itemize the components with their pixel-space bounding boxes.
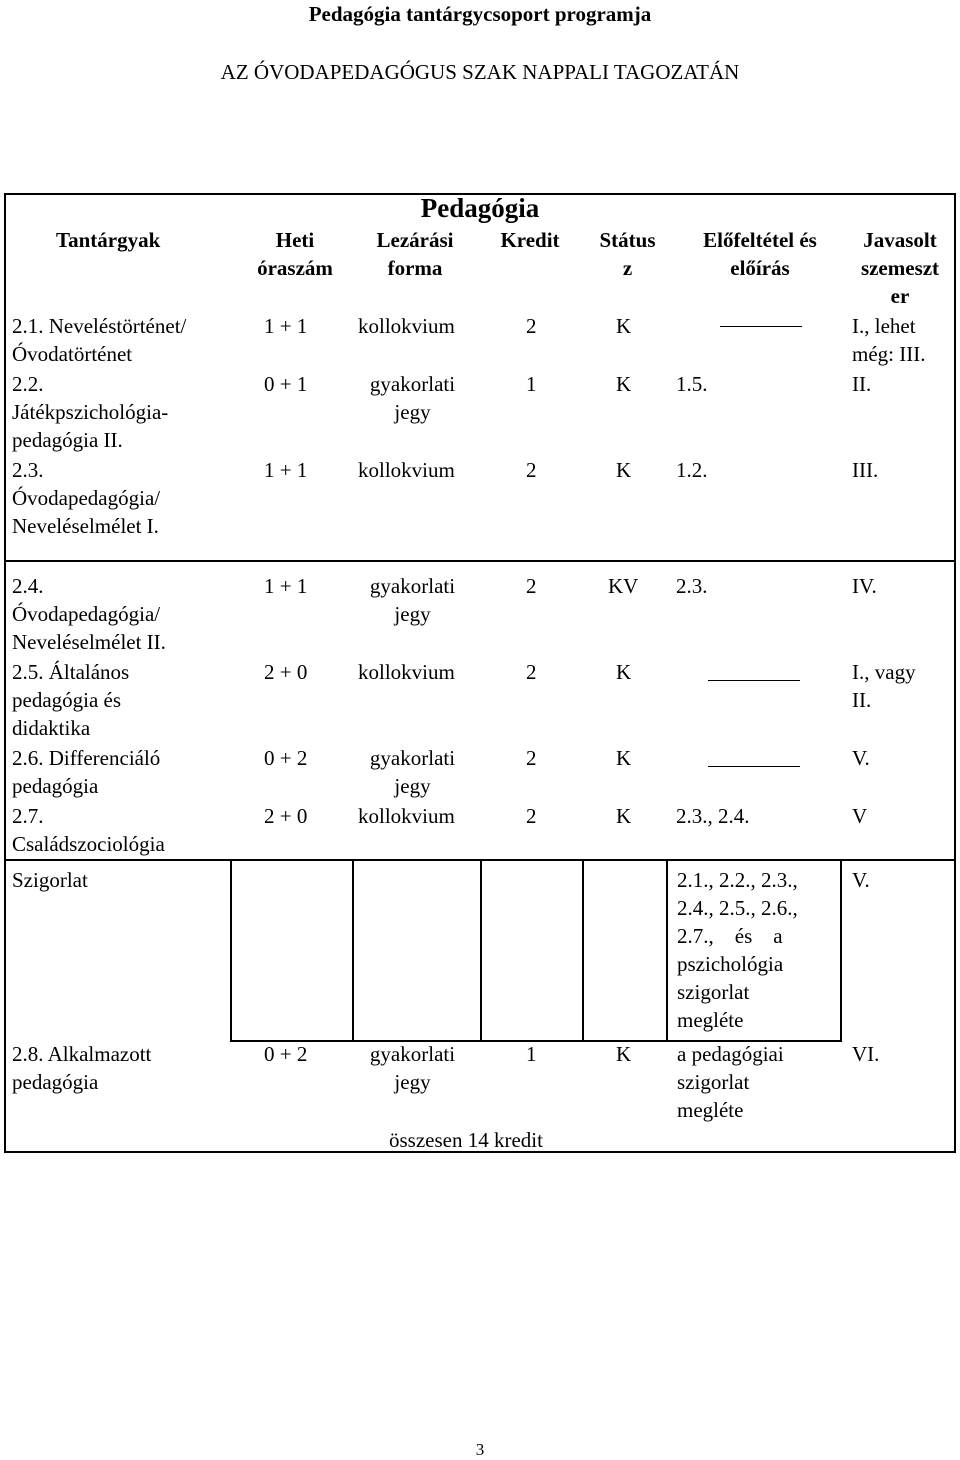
header-hours-1: Heti	[275, 228, 315, 252]
header-semester-3: er	[890, 284, 910, 308]
row-7-subject-2: Családszociológia	[12, 832, 165, 856]
row-8-prereq-2: szigorlat	[677, 1070, 750, 1094]
szigorlat-cell-border-2	[352, 859, 354, 1041]
row-3-prereq: 1.2.	[676, 458, 708, 482]
row-4-prereq: 2.3.	[676, 574, 708, 598]
header-closing-1: Lezárási	[376, 228, 454, 252]
header-hours-2: óraszám	[257, 256, 333, 280]
row-3-hours: 1 + 1	[264, 458, 308, 482]
row-8-closing-1: gyakorlati	[369, 1042, 456, 1066]
row-8-subject-1: 2.8. Alkalmazott	[12, 1042, 152, 1066]
row-3-subject-2: Óvodapedagógia/	[12, 486, 161, 510]
row-szigorlat-prereq-3: 2.7., és a	[677, 924, 783, 948]
row-1-hours: 1 + 1	[264, 314, 308, 338]
row-4-credit: 2	[526, 574, 537, 598]
row-2-semester: II.	[852, 372, 872, 396]
document-subtitle: AZ ÓVODAPEDAGÓGUS SZAK NAPPALI TAGOZATÁN	[220, 60, 740, 84]
total-credits: összesen 14 kredit	[389, 1128, 543, 1152]
header-status-1: Státus	[599, 228, 656, 252]
row-8-closing-2: jegy	[394, 1070, 431, 1094]
header-status-2: z	[622, 256, 633, 280]
row-7-hours: 2 + 0	[264, 804, 308, 828]
row-4-semester: IV.	[852, 574, 877, 598]
row-6-status: K	[616, 746, 632, 770]
row-3-closing: kollokvium	[358, 458, 455, 482]
row-1-credit: 2	[526, 314, 537, 338]
szigorlat-cell-border-1	[230, 859, 232, 1041]
row-5-semester-1: I., vagy	[852, 660, 916, 684]
row-5-status: K	[616, 660, 632, 684]
row-6-subject-2: pedagógia	[12, 774, 99, 798]
row-5-subject-1: 2.5. Általános	[12, 660, 130, 684]
row-6-hours: 0 + 2	[264, 746, 308, 770]
table-divider-1	[4, 560, 956, 562]
row-4-closing-2: jegy	[394, 602, 431, 626]
row-1-closing: kollokvium	[358, 314, 455, 338]
szigorlat-cell-border-5	[666, 859, 668, 1041]
row-6-credit: 2	[526, 746, 537, 770]
header-credit: Kredit	[500, 228, 560, 252]
row-1-semester-1: I., lehet	[852, 314, 916, 338]
row-8-prereq-1: a pedagógiai	[677, 1042, 784, 1066]
row-3-subject-3: Neveléselmélet I.	[12, 514, 159, 538]
row-2-subject-2: Játékpszichológia-	[12, 400, 169, 424]
row-8-semester: VI.	[852, 1042, 880, 1066]
row-2-credit: 1	[526, 372, 537, 396]
row-8-credit: 1	[526, 1042, 537, 1066]
row-1-subject-1: 2.1. Neveléstörténet/	[12, 314, 187, 338]
row-2-subject-1: 2.2.	[12, 372, 44, 396]
row-1-prereq-none	[720, 326, 802, 327]
row-5-credit: 2	[526, 660, 537, 684]
row-5-subject-3: didaktika	[12, 716, 91, 740]
header-semester-1: Javasolt	[863, 228, 937, 252]
row-6-subject-1: 2.6. Differenciáló	[12, 746, 161, 770]
row-4-hours: 1 + 1	[264, 574, 308, 598]
row-szigorlat-prereq-6: megléte	[677, 1008, 744, 1032]
group-title: Pedagógia	[420, 193, 540, 223]
row-2-subject-3: pedagógia II.	[12, 428, 123, 452]
szigorlat-cell-border-6	[840, 859, 842, 1041]
row-2-closing-1: gyakorlati	[369, 372, 456, 396]
row-4-subject-3: Neveléselmélet II.	[12, 630, 166, 654]
header-closing-2: forma	[387, 256, 443, 280]
row-7-closing: kollokvium	[358, 804, 455, 828]
szigorlat-cell-border-4	[582, 859, 584, 1041]
row-szigorlat-semester: V.	[852, 868, 870, 892]
row-3-semester: III.	[852, 458, 879, 482]
row-6-closing-1: gyakorlati	[369, 746, 456, 770]
szigorlat-cell-border-3	[480, 859, 482, 1041]
row-2-hours: 0 + 1	[264, 372, 308, 396]
row-2-closing-2: jegy	[394, 400, 431, 424]
header-subject: Tantárgyak	[56, 228, 161, 252]
row-1-semester-2: még: III.	[852, 342, 926, 366]
row-szigorlat-prereq-2: 2.4., 2.5., 2.6.,	[677, 896, 798, 920]
row-1-status: K	[616, 314, 632, 338]
header-prereq-1: Előfeltétel és	[703, 228, 817, 252]
document-title: Pedagógia tantárgycsoport programja	[308, 2, 652, 26]
row-5-closing: kollokvium	[358, 660, 455, 684]
row-1-subject-2: Óvodatörténet	[12, 342, 133, 366]
row-3-credit: 2	[526, 458, 537, 482]
row-szigorlat-prereq-5: szigorlat	[677, 980, 750, 1004]
row-8-hours: 0 + 2	[264, 1042, 308, 1066]
row-4-closing-1: gyakorlati	[369, 574, 456, 598]
row-8-prereq-3: megléte	[677, 1098, 744, 1122]
row-4-subject-2: Óvodapedagógia/	[12, 602, 161, 626]
row-7-semester: V	[852, 804, 868, 828]
row-2-status: K	[616, 372, 632, 396]
row-7-credit: 2	[526, 804, 537, 828]
row-5-subject-2: pedagógia és	[12, 688, 122, 712]
row-szigorlat-prereq-1: 2.1., 2.2., 2.3.,	[677, 868, 798, 892]
row-6-closing-2: jegy	[394, 774, 431, 798]
row-3-subject-1: 2.3.	[12, 458, 44, 482]
row-5-prereq-none	[708, 680, 800, 681]
header-semester-2: szemeszt	[860, 256, 940, 280]
row-7-subject-1: 2.7.	[12, 804, 44, 828]
row-2-prereq: 1.5.	[676, 372, 708, 396]
row-4-status: KV	[608, 574, 639, 598]
page-number: 3	[475, 1440, 485, 1459]
row-8-status: K	[616, 1042, 632, 1066]
row-szigorlat-subject: Szigorlat	[12, 868, 88, 892]
row-3-status: K	[616, 458, 632, 482]
header-prereq-2: előírás	[730, 256, 790, 280]
row-5-semester-2: II.	[852, 688, 872, 712]
row-5-hours: 2 + 0	[264, 660, 308, 684]
row-6-semester: V.	[852, 746, 870, 770]
row-6-prereq-none	[708, 766, 800, 767]
row-8-subject-2: pedagógia	[12, 1070, 99, 1094]
row-4-subject-1: 2.4.	[12, 574, 44, 598]
row-7-prereq: 2.3., 2.4.	[676, 804, 750, 828]
row-7-status: K	[616, 804, 632, 828]
row-szigorlat-prereq-4: pszichológia	[677, 952, 784, 976]
